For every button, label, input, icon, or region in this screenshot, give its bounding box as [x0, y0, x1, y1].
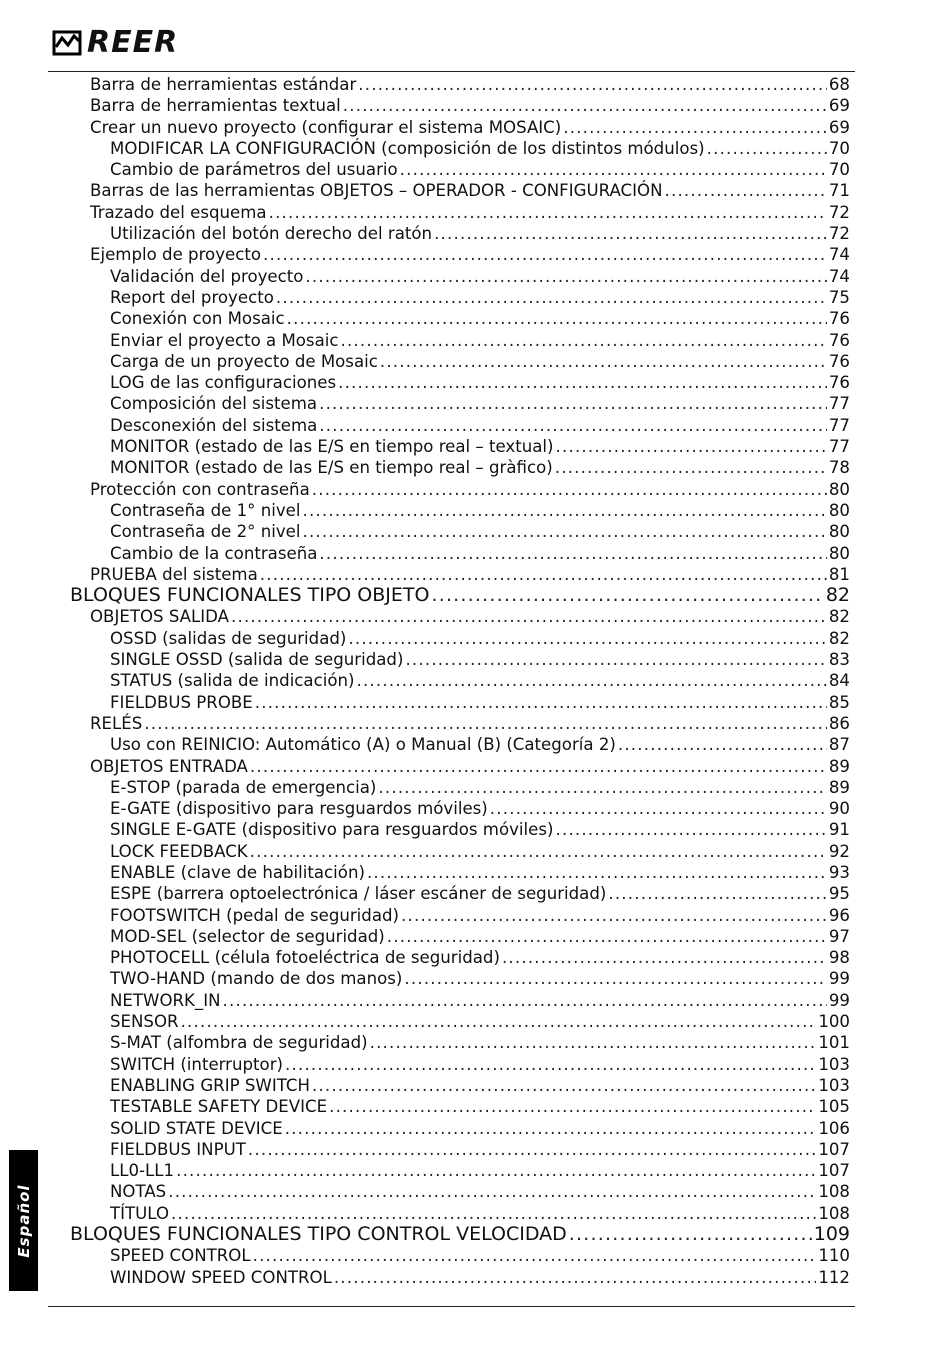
toc-leader-dots	[319, 393, 827, 414]
toc-entry-page: 76	[828, 373, 850, 393]
toc-leader-dots	[260, 564, 827, 585]
toc-entry[interactable]	[0, 393, 850, 414]
toc-leader-dots	[569, 1224, 812, 1245]
toc-entry-page: 84	[828, 671, 850, 691]
toc-entry-page: 74	[828, 266, 850, 286]
toc-entry-page: 87	[828, 735, 850, 755]
toc-entry[interactable]	[0, 905, 850, 926]
toc-entry-label: Barras de las herramientas OBJETOS – OPERADOR - CONFIGURACIÓN	[90, 181, 663, 201]
toc-leader-dots	[250, 841, 827, 862]
toc-entry[interactable]	[0, 180, 850, 201]
toc-leader-dots	[431, 585, 823, 606]
toc-entry[interactable]	[0, 159, 850, 180]
toc-entry-page: 99	[828, 969, 850, 989]
toc-entry[interactable]	[0, 862, 850, 883]
language-tab-label: Español	[14, 1183, 33, 1258]
toc-entry[interactable]	[0, 713, 850, 734]
toc-entry-label: Ejemplo de proyecto	[90, 245, 262, 265]
toc-entry-page: 97	[828, 926, 850, 946]
toc-entry-page: 89	[828, 756, 850, 776]
toc-entry-page: 89	[828, 777, 850, 797]
toc-entry-page: 70	[828, 138, 850, 158]
toc-entry-page: 109	[813, 1223, 850, 1246]
toc-leader-dots	[287, 308, 827, 329]
toc-leader-dots	[276, 287, 827, 308]
toc-leader-dots	[312, 479, 827, 500]
toc-entry[interactable]	[0, 585, 850, 606]
toc-entry-page: 76	[828, 309, 850, 329]
toc-entry-label: WINDOW SPEED CONTROL	[110, 1267, 332, 1287]
language-tab	[9, 1150, 38, 1291]
toc-entry[interactable]	[0, 500, 850, 521]
toc-entry[interactable]	[0, 138, 850, 159]
toc-entry-page: 70	[828, 160, 850, 180]
toc-entry-page: 110	[818, 1246, 850, 1266]
toc-entry[interactable]	[0, 202, 850, 223]
toc-leader-dots	[253, 1245, 817, 1266]
toc-entry-label: E-GATE (dispositivo para resguardos móviles)	[110, 799, 488, 819]
footer-rule	[48, 1306, 855, 1307]
toc-entry[interactable]	[0, 543, 850, 564]
toc-leader-dots	[434, 223, 827, 244]
toc-entry-label: LL0-LL1	[110, 1161, 175, 1181]
toc-entry-label: MONITOR (estado de las E/S en tiempo real – gràfico)	[110, 458, 553, 478]
table-of-contents	[0, 74, 950, 1288]
toc-entry-label: Barra de herramientas textual	[90, 96, 341, 116]
toc-leader-dots	[370, 1032, 817, 1053]
toc-entry-page: 69	[828, 117, 850, 137]
toc-entry-page: 103	[818, 1075, 850, 1095]
toc-entry-label: SPEED CONTROL	[110, 1246, 251, 1266]
toc-entry[interactable]	[0, 95, 850, 116]
toc-entry-label: SOLID STATE DEVICE	[110, 1118, 283, 1138]
toc-entry-label: LOCK FEEDBACK	[110, 841, 248, 861]
toc-entry-page: 86	[828, 713, 850, 733]
toc-entry[interactable]	[0, 628, 850, 649]
toc-entry-page: 112	[818, 1267, 850, 1287]
toc-entry[interactable]	[0, 1181, 850, 1202]
toc-entry-label: Uso con REINICIO: Automático (A) o Manual (B) (Categoría 2)	[110, 735, 616, 755]
toc-entry-page: 74	[828, 245, 850, 265]
toc-entry-label: TESTABLE SAFETY DEVICE	[110, 1097, 328, 1117]
toc-entry[interactable]	[0, 287, 850, 308]
toc-leader-dots	[563, 117, 827, 138]
toc-entry[interactable]	[0, 1118, 850, 1139]
toc-leader-dots	[378, 777, 826, 798]
toc-leader-dots	[555, 457, 827, 478]
toc-entry[interactable]	[0, 841, 850, 862]
toc-entry-label: SINGLE E-GATE (dispositivo para resguardos móviles)	[110, 820, 554, 840]
toc-entry[interactable]	[0, 798, 850, 819]
toc-entry-page: 82	[828, 628, 850, 648]
toc-leader-dots	[707, 138, 827, 159]
toc-entry-page: 101	[818, 1033, 850, 1053]
toc-entry-label: FIELDBUS PROBE	[110, 692, 253, 712]
toc-leader-dots	[269, 202, 827, 223]
toc-entry[interactable]	[0, 756, 850, 777]
toc-entry-page: 100	[818, 1012, 850, 1032]
header-rule	[48, 71, 855, 72]
toc-entry-page: 76	[828, 330, 850, 350]
toc-entry-label: Validación del proyecto	[110, 266, 304, 286]
toc-entry[interactable]	[0, 990, 850, 1011]
toc-entry-page: 80	[828, 479, 850, 499]
toc-leader-dots	[556, 436, 827, 457]
toc-entry-label: E-STOP (parada de emergencia)	[110, 777, 377, 797]
toc-entry-page: 78	[828, 458, 850, 478]
toc-entry[interactable]	[0, 1245, 850, 1266]
toc-leader-dots	[556, 819, 827, 840]
toc-leader-dots	[285, 1054, 816, 1075]
toc-entry-label: Report del proyecto	[110, 287, 274, 307]
toc-entry[interactable]	[0, 1267, 850, 1288]
toc-leader-dots	[248, 1139, 816, 1160]
toc-entry-page: 68	[828, 75, 850, 94]
toc-entry-page: 81	[828, 564, 850, 584]
toc-entry-label: Contraseña de 2° nivel	[110, 522, 301, 542]
toc-leader-dots	[181, 1011, 817, 1032]
toc-entry-page: 105	[818, 1097, 850, 1117]
toc-leader-dots	[285, 1118, 817, 1139]
toc-entry-label: STATUS (salida de indicación)	[110, 671, 355, 691]
toc-leader-dots	[312, 1075, 816, 1096]
toc-entry-page: 95	[828, 884, 850, 904]
toc-entry-label: SINGLE OSSD (salida de seguridad)	[110, 650, 404, 670]
toc-leader-dots	[405, 649, 826, 670]
toc-leader-dots	[380, 351, 827, 372]
toc-entry-label: TWO-HAND (mando de dos manos)	[110, 969, 403, 989]
toc-leader-dots	[618, 734, 827, 755]
toc-entry[interactable]	[0, 330, 850, 351]
toc-entry[interactable]	[0, 1139, 850, 1160]
toc-leader-dots	[401, 905, 827, 926]
toc-entry-label: MOD-SEL (selector de seguridad)	[110, 926, 385, 946]
toc-entry-label: SENSOR	[110, 1012, 179, 1032]
toc-leader-dots	[367, 862, 827, 883]
toc-entry[interactable]	[0, 670, 850, 691]
toc-entry-label: S-MAT (alfombra de seguridad)	[110, 1033, 368, 1053]
reer-logo	[52, 25, 178, 61]
toc-entry[interactable]	[0, 1160, 850, 1181]
toc-entry-label: Conexión con Mosaic	[110, 309, 285, 329]
toc-leader-dots	[255, 692, 827, 713]
toc-entry-label: ENABLING GRIP SWITCH	[110, 1075, 310, 1095]
toc-entry-label: OSSD (salidas de seguridad)	[110, 628, 347, 648]
toc-entry[interactable]	[0, 372, 850, 393]
toc-entry-page: 77	[828, 394, 850, 414]
toc-entry[interactable]	[0, 734, 850, 755]
toc-leader-dots	[231, 606, 827, 627]
toc-leader-dots	[250, 756, 827, 777]
toc-entry-label: MONITOR (estado de las E/S en tiempo real – textual)	[110, 437, 554, 457]
toc-entry-page: 108	[818, 1182, 850, 1202]
toc-leader-dots	[404, 968, 826, 989]
toc-leader-dots	[319, 543, 826, 564]
toc-entry-page: 96	[828, 905, 850, 925]
toc-entry[interactable]	[0, 1203, 850, 1224]
toc-entry-label: Contraseña de 1° nivel	[110, 500, 301, 520]
toc-entry[interactable]	[0, 521, 850, 542]
toc-entry[interactable]	[0, 692, 850, 713]
toc-leader-dots	[319, 415, 827, 436]
toc-entry-page: 75	[828, 287, 850, 307]
toc-leader-dots	[338, 372, 827, 393]
toc-leader-dots	[665, 180, 827, 201]
toc-entry[interactable]	[0, 436, 850, 457]
toc-leader-dots	[223, 990, 827, 1011]
toc-entry-label: Enviar el proyecto a Mosaic	[110, 330, 339, 350]
toc-entry[interactable]	[0, 1054, 850, 1075]
toc-entry-label: SWITCH (interruptor)	[110, 1054, 284, 1074]
toc-entry-page: 107	[818, 1161, 850, 1181]
toc-entry-label: ENABLE (clave de habilitación)	[110, 862, 365, 882]
toc-leader-dots	[168, 1181, 816, 1202]
toc-entry[interactable]	[0, 308, 850, 329]
toc-leader-dots	[608, 883, 827, 904]
toc-entry[interactable]	[0, 457, 850, 478]
logo-text: REER	[87, 25, 179, 60]
toc-entry[interactable]	[0, 223, 850, 244]
toc-entry[interactable]	[0, 479, 850, 500]
toc-entry[interactable]	[0, 649, 850, 670]
toc-leader-dots	[302, 521, 826, 542]
toc-leader-dots	[387, 926, 827, 947]
toc-entry[interactable]	[0, 777, 850, 798]
toc-entry-label: Crear un nuevo proyecto (configurar el sistema MOSAIC)	[90, 117, 562, 137]
toc-entry-label: BLOQUES FUNCIONALES TIPO OBJETO	[70, 584, 430, 607]
toc-entry-page: 82	[828, 607, 850, 627]
toc-entry-page: 103	[818, 1054, 850, 1074]
toc-entry-label: Composición del sistema	[110, 394, 318, 414]
toc-entry-page: 76	[828, 351, 850, 371]
toc-entry-label: OBJETOS ENTRADA	[90, 756, 248, 776]
toc-entry-page: 80	[828, 500, 850, 520]
toc-leader-dots	[302, 500, 826, 521]
toc-leader-dots	[358, 74, 827, 95]
toc-entry-label: Trazado del esquema	[90, 202, 267, 222]
toc-entry-page: 85	[828, 692, 850, 712]
toc-entry-page: 108	[818, 1203, 850, 1223]
toc-entry-label: Cambio de parámetros del usuario	[110, 160, 398, 180]
toc-entry-label: Cambio de la contraseña	[110, 543, 318, 563]
toc-entry-label: LOG de las configuraciones	[110, 373, 337, 393]
toc-entry[interactable]	[0, 968, 850, 989]
toc-entry[interactable]	[0, 1096, 850, 1117]
toc-entry-page: 99	[828, 990, 850, 1010]
toc-entry-label: NETWORK_IN	[110, 990, 221, 1010]
toc-entry-page: 82	[825, 584, 850, 607]
toc-leader-dots	[348, 628, 827, 649]
toc-entry-page: 92	[828, 841, 850, 861]
toc-entry-label: ESPE (barrera optoelectrónica / láser escáner de seguridad)	[110, 884, 607, 904]
toc-entry-label: FOOTSWITCH (pedal de seguridad)	[110, 905, 400, 925]
toc-leader-dots	[176, 1160, 816, 1181]
toc-leader-dots	[305, 266, 826, 287]
toc-leader-dots	[144, 713, 827, 734]
toc-entry-page: 107	[818, 1139, 850, 1159]
toc-entry-label: FIELDBUS INPUT	[110, 1139, 246, 1159]
toc-entry-label: TÍTULO	[110, 1203, 170, 1223]
toc-leader-dots	[334, 1267, 816, 1288]
toc-entry-page: 77	[828, 437, 850, 457]
toc-entry-page: 72	[828, 202, 850, 222]
toc-entry[interactable]	[0, 351, 850, 372]
toc-entry[interactable]	[0, 1032, 850, 1053]
toc-entry-label: Protección con contraseña	[90, 479, 310, 499]
toc-entry-page: 71	[828, 181, 850, 201]
toc-entry-label: PRUEBA del sistema	[90, 564, 258, 584]
toc-entry-label: Desconexión del sistema	[110, 415, 318, 435]
toc-leader-dots	[400, 159, 827, 180]
toc-entry[interactable]	[0, 415, 850, 436]
toc-entry-label: Barra de herramientas estándar	[90, 75, 357, 94]
toc-entry-page: 69	[828, 96, 850, 116]
toc-entry-label: PHOTOCELL (célula fotoeléctrica de seguridad)	[110, 948, 500, 968]
toc-entry-label: Utilización del botón derecho del ratón	[110, 224, 433, 244]
toc-entry-page: 72	[828, 224, 850, 244]
toc-entry[interactable]	[0, 926, 850, 947]
toc-entry-page: 80	[828, 522, 850, 542]
toc-entry[interactable]	[0, 883, 850, 904]
toc-entry[interactable]	[0, 117, 850, 138]
toc-entry[interactable]	[0, 564, 850, 585]
toc-entry[interactable]	[0, 244, 850, 265]
toc-entry-label: RELÉS	[90, 713, 143, 733]
toc-leader-dots	[171, 1203, 816, 1224]
toc-entry[interactable]	[0, 74, 850, 95]
toc-entry-page: 80	[828, 543, 850, 563]
toc-entry-page: 106	[818, 1118, 850, 1138]
toc-entry-label: Carga de un proyecto de Mosaic	[110, 351, 378, 371]
toc-leader-dots	[263, 244, 827, 265]
toc-entry[interactable]	[0, 819, 850, 840]
toc-entry-page: 83	[828, 650, 850, 670]
reer-logo-icon	[52, 29, 84, 57]
toc-leader-dots	[490, 798, 827, 819]
toc-entry-page: 98	[828, 948, 850, 968]
toc-entry-page: 91	[828, 820, 850, 840]
toc-leader-dots	[329, 1096, 816, 1117]
toc-leader-dots	[356, 670, 826, 691]
toc-entry-label: NOTAS	[110, 1182, 167, 1202]
toc-entry-page: 77	[828, 415, 850, 435]
toc-leader-dots	[343, 95, 827, 116]
toc-entry[interactable]	[0, 947, 850, 968]
toc-entry-page: 90	[828, 799, 850, 819]
toc-entry-label: OBJETOS SALIDA	[90, 607, 229, 627]
toc-leader-dots	[340, 330, 826, 351]
toc-entry[interactable]	[0, 266, 850, 287]
toc-entry-page: 93	[828, 862, 850, 882]
toc-leader-dots	[502, 947, 827, 968]
toc-entry-label: BLOQUES FUNCIONALES TIPO CONTROL VELOCIDAD	[70, 1223, 567, 1246]
toc-entry-label: MODIFICAR LA CONFIGURACIÓN (composición de los distintos módulos)	[110, 138, 705, 158]
toc-entry[interactable]	[0, 1224, 850, 1245]
toc-entry[interactable]	[0, 1011, 850, 1032]
toc-entry[interactable]	[0, 1075, 850, 1096]
toc-entry[interactable]	[0, 606, 850, 627]
